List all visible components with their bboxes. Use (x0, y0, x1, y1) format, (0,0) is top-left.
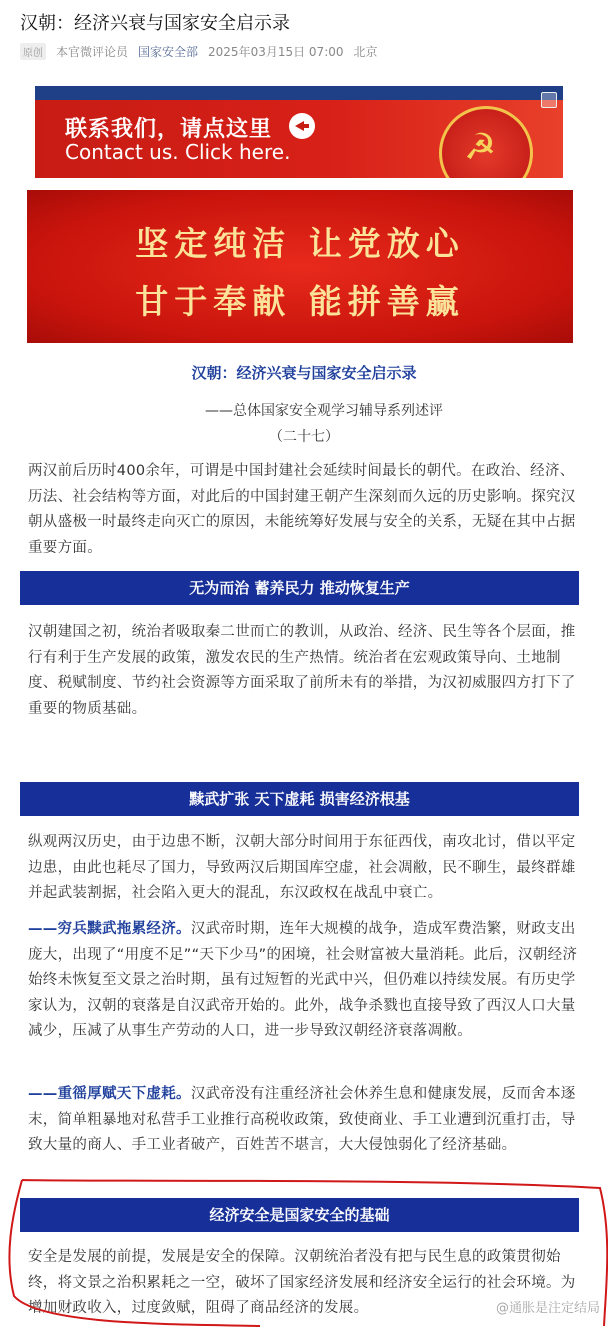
party-emblem-icon: ☭ (439, 106, 533, 178)
section2-paragraph-2 (28, 917, 588, 1045)
account-link[interactable]: 国家安全部 (138, 45, 199, 59)
watermark: @通胀是注定结局 (495, 1301, 600, 1316)
slogan-line2: 甘于奉献 能拼善赢 (135, 282, 465, 321)
author: 本官微评论员 (56, 45, 129, 59)
section-title-3: 经济安全是国家安全的基础 (20, 1198, 579, 1232)
paragraph-lead: ——重徭厚赋天下虚耗。 (28, 1086, 191, 1102)
section1-paragraph: 汉朝建国之初，统治者吸取秦二世而亡的教训，从政治、经济、民生等各个层面，推行有利于生产发展的政策，激发农民的生产热情。统治者在宏观政策导向、土地制度、税赋制度、节约社会资源等方面采取了前所未有的举措，为汉初威服四方打下了重要的物质基础。 (28, 624, 576, 717)
section3-paragraph: 安全是发展的前提，发展是安全的保障。汉朝统治者没有把与民生息的政策贯彻始终，将文景之治积累耗之一空，破坏了国家经济发展和经济安全运行的社会环境。为增加财政收入，过度敛赋，阻碍了商品经济的发展。 (28, 1249, 576, 1316)
contact-banner-line1: 联系我们，请点这里 (65, 117, 273, 142)
page-title: 汉朝：经济兴衰与国家安全启示录 (20, 13, 290, 34)
paragraph-body: 汉武帝没有注重经济社会休养生息和健康发展，反而舍本逐末，简单粗暴地对私营手工业推行高税收政策，致使商业、手工业遭到沉重打击，导致大量的商人、手工业者破产，百姓苦不堪言，大大侵蚀弱化了经济基础。 (28, 1086, 576, 1153)
location: 北京 (353, 45, 378, 59)
section-title-1: 无为而治 蓄养民力 推动恢复生产 (20, 571, 579, 605)
section-title-2: 黩武扩张 天下虚耗 损害经济根基 (20, 782, 579, 816)
series-number: （二十七） (269, 429, 339, 445)
intro-paragraph: 两汉前后历时400余年，可谓是中国封建社会延续时间最长的朝代。在政治、经济、历法、社会结构等方面，对此后的中国封建王朝产生深刻而久远的历史影响。探究汉朝从盛极一时最终走向灭亡的原因，未能统筹好发展与安全的关系，无疑在其中占据重要方面。 (28, 463, 576, 556)
banner-top-band (35, 86, 563, 100)
article-heading: 汉朝：经济兴衰与国家安全启示录 (191, 364, 417, 382)
slogan-banner (27, 190, 573, 343)
publish-datetime: 2025年03月15日 07:00 (208, 45, 344, 59)
contact-banner[interactable] (35, 86, 563, 178)
slogan-line1: 坚定纯洁 让党放心 (135, 224, 465, 263)
section2-paragraph-1: 纵观两汉历史，由于边患不断，汉朝大部分时间用于东征西伐，南攻北讨，借以平定边患，由此也耗尽了国力，导致两汉后期国库空虚，社会凋敝，民不聊生，最终群雄并起武装割据，社会陷入更大的混乱，东汉政权在战乱中衰亡。 (28, 834, 576, 901)
article-meta (20, 43, 378, 60)
contact-banner-line2: Contact us. Click here. (65, 140, 291, 164)
original-badge: 原创 (20, 43, 46, 60)
paragraph-body: 汉武帝时期，连年大规模的战争，造成军费浩繁，财政支出庞大，出现了“用度不足”“天下少马”的困境，社会财富被大量消耗。此后，汉朝经济始终未恢复至文景之治时期，虽有过短暂的光武中兴，但仍难以持续发展。有历史学家认为，汉朝的衰落是自汉武帝开始的。此外，战争杀戮也直接导致了西汉人口大量减少，压减了从事生产劳动的人口，进一步导致汉朝经济衰落凋敝。 (28, 921, 578, 1039)
arrow-left-icon (289, 113, 315, 139)
paragraph-lead: ——穷兵黩武拖累经济。 (28, 921, 191, 937)
external-link-icon (541, 92, 557, 108)
article-subtitle: ——总体国家安全观学习辅导系列述评 (205, 403, 443, 419)
section2-paragraph-3 (28, 1082, 588, 1159)
